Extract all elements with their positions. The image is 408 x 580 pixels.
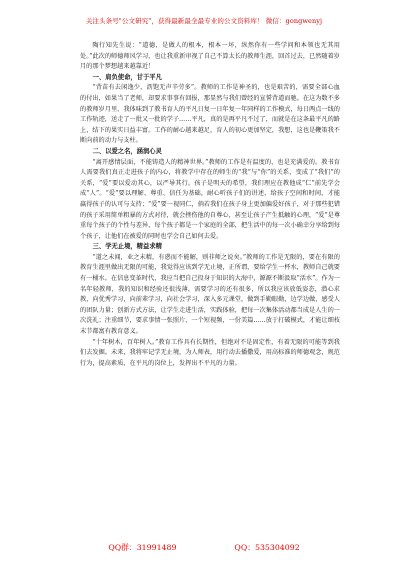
section-heading: 三、学无止境，精益求精 — [92, 243, 162, 251]
paragraph: “十年树木，百年树人。”教育工作具有长期性，但绝对不是固定性，有着无限的可能等到我们去发掘。未来，我将牢记学无止境，为人师表，用行动去播撒爱，用高标准的师德观念，规范行为，提高素质，在平凡的岗位上，发挥出不平凡的力量。 — [80, 338, 340, 367]
paragraph: 陶行知先生说：“道德，是做人的根本，根本一坏，纵然你有一些学问和本领也无其用处。”此次的师德师风学习，也让我重新审视了自己不算太长的教师生涯，回首过去，已然随着岁月的那个梦想越来越靠近！ — [80, 42, 340, 71]
paragraph: “离开感情层面，不能铸造人的精神世界。”教师的工作是有温度的，也是充满爱的。教书育人需要我们真正走进孩子的内心，将教学中存在的师生的“我”与“你”的关系，变成了“我们”的关系，“爱”要以爱动其心，以严导其行。孩子是明天的希望，我们理应在教他成“仁”前先学会成“人”。“爱”要以理解、尊重、信任为基础，耐心听孩子们的讲述，给孩子空间和时间，才能赢得孩子的认可与支持；“爱”要一视同仁，倘若我们在孩子身上更加偏爱好孩子，对于那些犯错的孩子采用简单粗暴的方式对待，就会挫伤他的自尊心，甚至让孩子产生抵触的心理，“爱”是尊重每个孩子的个性与差异，每个孩子都是一个家庭的全部，把生活中的每一次小确幸分享给到每个孩子，让他们在被爱的同时也学会自己如何去爱。 — [80, 158, 341, 240]
qq-group: QQ群：31991489 — [108, 543, 177, 552]
section-heading: 一、肩负使命，甘于平凡 — [92, 73, 162, 81]
paragraph: “道之未闻，业之未精，有惑而不能解，则非师之说矣。”教师的工作是无限的，要在有限的教育生涯里做出无限的可能，我觉得应该到学无止境，正所谓，要给学生一杯水，教师自己就要有一桶水。在信息变革时代，我应当把自己投身于知识的大海中，源源不断汲取“活水”。作为一名年轻教师，我的知识和经验还很浅薄，需要学习的还有很多，所以我应该放低姿态，潜心求教，向优秀学习，向前辈学习，向社会学习，深入多元课堂，做到手勤眼勤，边学边做，感受人的团队力量；创新方式方法，让学生走进生活，实践体验，把每一次集体活动都当成是人生的一次洗礼；注重细节，要求事情一张照片、一个短视频，一份美篇……放于打破模式，才能让细枝末节都富有教育意义。 — [80, 253, 341, 336]
footer-contact — [0, 542, 408, 553]
article-body — [80, 41, 340, 369]
section-heading: 二、以爱之名，涵润心灵 — [92, 147, 162, 155]
header-banner: 关注头条号"公文研究"，获得最新最全最专业的公文资料库！ 微信：gongwenyj — [85, 17, 323, 25]
qq-number: QQ：535304092 — [234, 543, 300, 552]
paragraph: “背苗有去闲逸少，沥饱无声辛劳多”。教师的工作是神圣的，也是艰苦的，需要全部心血的付出，如果当了老师，却要求事事有回报，那显然与我们曾经的宣誓背道而驰。在这为数不多的教师岁月里，我体味到了教书育人的平凡日复一日年复一年同样的工作模式，每日两点一线的工作轨迹，送走了一批又一批的学子……平凡，真的是再平凡不过了，而就是在这条最平凡的路上，结下的果实日益丰富。工作的耐心越来越足，育人的初心更加坚定，我想，这也是鞭策我不断向前的动力与支柱。 — [80, 84, 340, 145]
